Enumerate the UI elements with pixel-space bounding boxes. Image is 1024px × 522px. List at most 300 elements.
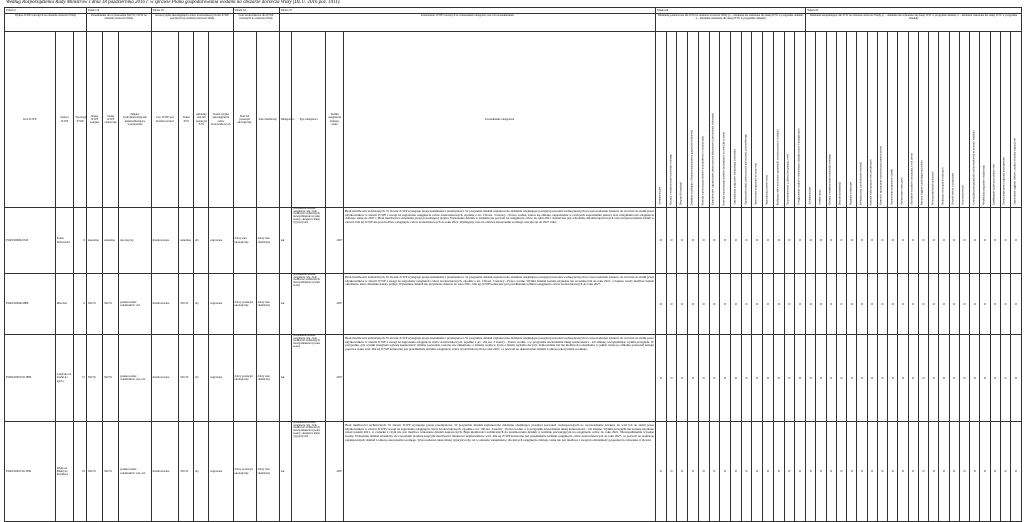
measure-mark: o [980,208,990,274]
cell-odstepstwo: tak [279,274,292,335]
basic-measure-header-12 [784,32,795,208]
measure-mark: o [867,422,877,522]
supplementary-measure-header-label: Prowadzenie badań naukowych [931,170,935,205]
measure-mark: o [877,274,887,335]
measure-mark: o [990,208,1000,274]
cell-monitorowana: monitorowana [151,422,179,522]
measure-mark: o [795,208,806,274]
measure-mark: o [763,335,774,422]
cell-kod: PLRW200015211899 [5,335,56,422]
supplementary-measure-header-label: Poprawa ciągłości morfologicznej cieków [921,159,925,205]
cell-ocena-ryzyka: zagrożona [209,274,233,335]
basic-measure-header-label: Realizacja celów ochronnych gospodarki wodnej zawartych w planach [776,128,780,205]
measure-mark: o [959,422,969,522]
measure-mark: o [970,335,980,422]
cell-nazwa: Mleczna [55,274,73,335]
measure-mark: o [730,335,741,422]
supplementary-measure-header-label: Ocena konieczności realizacji przedsięwzięć [1003,157,1007,205]
measure-mark: o [888,422,898,522]
measure-mark: o [677,335,688,422]
cell-typologia: 19 [74,422,87,522]
header-stan-chemiczny: Stan chemiczny [256,32,279,208]
cell-status-wstepny: SZCW [86,335,102,422]
measure-mark: o [816,208,826,274]
measure-mark: o [918,208,928,274]
supplementary-measure-header-label: Analizy stanu [818,190,822,205]
measure-mark: o [677,422,688,522]
cell-typ-odstepstwa: przedłużenie terminu osiągnięcia celu - brak możliwości technicznych, niewspółmiernie wysokie koszty [292,335,325,422]
measure-mark: o [847,422,857,522]
cell-odstepstwo: tak [279,208,292,274]
header-uzasadnienie: Uzasadnienie odstępstwa [344,32,656,208]
measure-mark: o [918,274,928,335]
measure-mark: o [784,208,795,274]
measure-mark: o [990,422,1000,522]
supplementary-measure-header-7 [877,32,887,208]
header-stan-ekologiczny: Stan lub potencjał ekologiczny [233,32,256,208]
measure-mark: o [730,208,741,274]
measure-mark: o [709,274,720,335]
basic-measure-header-13 [795,32,806,208]
cell-zmiany: przekroczenie wskaźników: zaś, zaś [119,422,151,522]
measure-mark: o [826,274,836,335]
cell-typ-odstepstwa: przedłużenie terminu osiągnięcia celu - brak możliwości technicznych, niewspółmiernie wysokie koszty; odstępstwo mniej rygorystyczne [292,208,325,274]
cell-stan-chemiczny: dobry stan chemiczny [256,208,279,274]
cell-status-ostateczny: SZCW [103,422,119,522]
measure-mark: o [857,208,867,274]
supplementary-measure-header-1 [816,32,826,208]
cell-kod: PLRW2000621889 [5,274,56,335]
supplementary-measure-header-12 [929,32,939,208]
measure-mark: o [795,422,806,522]
measure-mark: o [949,335,959,422]
basic-measure-header-4 [698,32,709,208]
basic-measure-header-5 [709,32,720,208]
basic-measure-header-label: Sprawozdawczość z zakresu korzystania z wód [787,154,791,205]
measure-mark: o [655,274,666,335]
cell-stan-aktualny: zły [194,208,209,274]
measure-mark: o [836,335,846,422]
supplementary-measure-header-label: Określenie warunków korzystania z wód zlewni [910,153,914,205]
measure-mark: o [980,422,990,522]
measure-mark: o [720,208,731,274]
cell-status-wstepny: SZCW [86,422,102,522]
basic-measure-header-label: Badania i monitorowanie środowiska wodnego [669,154,673,205]
measure-mark: o [688,335,699,422]
cell-uzasadnienie: Brak możliwości technicznych. W zlewni JCWP występuje presja przemysłowa. W programie działań zaplanowano działanie obejmujące przegląd pozwoleń wodnoprawnych na wprowadzanie ścieków do wód lub do ziemi przez użytkowników w zlewni JCWP z uwagi na zagrożenie osiągnięcia celów środowiskowych, zgodnie z art. 136 ust. 3 ustawy - Prawo wodne, a w przypadku stwierdzenia takiej konieczności - ich zmianę. Wyniki przeglądu nie zostaną uzyskane przed rokiem 2021, w związku z czym nie jest możliwe wskazanie działań naprawczych. Brak możliwości technicznych do zrealizowania działań w terminie pozwalającym na osiągnięcie celów do roku 2021. Niewspółmiernie wysokie koszty. Wdrożenie działań wiązałoby się z kosztami przekraczającymi możliwości finansowe użytkowników wód. Dla tej JCWP konieczne jest przedłużenie terminu osiągnięcia celów środowiskowych do roku 2027, co pozwoli na realizację zaplanowanych działań i odnowę ekosystemu wodnego. Wprowadzono także mniej rygorystyczny cel w zakresie wskaźników, dla których osiągnięcie dobrego stanu nie jest możliwe z uwagi na działalność gospodarczą człowieka w zlewni. [344,422,656,522]
measure-mark: o [939,335,949,422]
cell-status-ostateczny: SZCW [103,335,119,422]
supplementary-measure-header-label: Realizacja rozwiązań technicznych [941,167,945,205]
supplementary-measure-header-label: Decyzje dla instalacji [839,181,843,205]
cell-status: SZCW [179,422,194,522]
basic-measure-header-label: Optymalizacja metod oceny [765,174,769,205]
group-tabela-2: Tabela 2 [5,8,87,14]
measure-mark: o [806,422,816,522]
measure-mark: o [1011,208,1022,274]
basic-measure-header-label: Opracowanie programów ochrony wód [754,162,758,205]
measure-mark: o [806,274,816,335]
measure-mark: o [908,208,918,274]
table-row [5,335,1022,422]
measure-mark: o [752,208,763,274]
category-odstepstwa: Zestawienie JCWP rzecznych ze wskazaniem odstępstw oraz ich uzasadnieniem [279,14,655,32]
cell-termin: 2027 [325,422,343,522]
cell-uzasadnienie: Brak możliwości technicznych. W zlewni JCWP występuje presja komunalna i przemysłowa. W programie działań zaplanowano działanie obejmujące przegląd pozwoleń wodnoprawnych na wprowadzanie ścieków do wód lub do ziemi przez użytkowników w zlewni JCWP z uwagi na zagrożenie osiągnięcia celów środowiskowych, zgodnie z art. 136 ust. 3 ustawy - Prawo wodne, a w przypadku stwierdzenia takiej konieczności - ich zmianę, uwzględniając wyniki przeglądu. W przypadku, gdy wyniki przeglądu wykażą konieczność zmiany pozwoleń, zostaną one zmienione, a zmiany wejdą w życie z dniem wydania decyzji. Jednocześnie nie ma możliwości określenia, w jakim czasie po zmianie pozwoleń nastąpi poprawa stanu wód. Dla tej JCWP konieczne jest przedłużenie terminu osiągnięcia celów środowiskowych do roku 2027, co pozwoli na dokończenie działań i odnowę ekosystemu wodnego. [344,335,656,422]
basic-measure-header-1 [666,32,677,208]
category-wykaz: Wykaz JCWP rzecznych na obszarze dorzecza Wisły [5,14,87,32]
basic-measure-header-6 [720,32,731,208]
measure-mark: o [720,335,731,422]
measure-mark: o [857,274,867,335]
measure-mark: o [816,274,826,335]
measure-mark: o [1000,274,1010,335]
category-row [5,14,1022,32]
header-typ-odstepstwa: Typ odstępstwa [292,32,325,208]
measure-mark: o [806,335,816,422]
supplementary-measure-header-13 [939,32,949,208]
cell-stan-ekologiczny: dobry potencjał ekologiczny [233,422,256,522]
header-typologia: Typologia JCWP [74,32,87,208]
supplementary-measure-header-4 [847,32,857,208]
group-tabela-65: Tabela 65 [806,8,1022,14]
supplementary-measure-header-label: Zapobieganie zanieczyszczeniom wód [992,163,996,205]
measure-mark: o [990,335,1000,422]
supplementary-measure-header-0 [806,32,816,208]
basic-measure-header-9 [752,32,763,208]
cell-monitorowana: monitorowana [151,335,179,422]
measure-mark: o [867,335,877,422]
header-zmiany: Zmiany hydromorfologiczne uniemożliwiające wyznaczenie [119,32,151,208]
measure-mark: o [959,274,969,335]
supplementary-measure-header-label: Zapewnienie ciągłości cieków z punktu widzenia migracji ryb [1013,138,1017,205]
measure-mark: o [929,208,939,274]
supplementary-measure-header-label: Kontrola wykorzystania wód podziemnych [869,158,873,205]
measure-mark: o [730,422,741,522]
measure-mark: o [959,335,969,422]
jcwp-table [4,7,1022,522]
measure-mark: o [888,208,898,274]
supplementary-measure-header-5 [857,32,867,208]
cell-typologia: 6 [74,208,87,274]
measure-mark: o [949,208,959,274]
measure-mark: o [847,274,857,335]
measure-mark: o [698,335,709,422]
measure-mark: o [867,274,877,335]
measure-mark: o [741,422,752,522]
measure-mark: o [763,274,774,335]
measure-mark: o [836,208,846,274]
measure-mark: o [857,422,867,522]
measure-mark: o [877,422,887,522]
measure-mark: o [908,274,918,335]
measure-mark: o [816,335,826,422]
supplementary-measure-header-15 [959,32,969,208]
measure-mark: o [773,335,784,422]
supplementary-measure-header-label: Rozwój wiedzy i zarządzania [951,173,955,205]
measure-mark: o [763,208,774,274]
supplementary-measure-header-label: Kontrola i ograniczanie wprowadzania zanieczyszczeń [880,146,884,205]
measure-mark: o [752,274,763,335]
measure-mark: o [949,274,959,335]
measure-mark: o [795,335,806,422]
measure-mark: o [826,208,836,274]
supplementary-measure-header-11 [918,32,928,208]
measure-mark: o [980,274,990,335]
measure-mark: o [918,335,928,422]
supplementary-measure-header-17 [980,32,990,208]
supplementary-measure-header-20 [1011,32,1022,208]
group-tabela-19: Tabela 19 [151,8,233,14]
measure-mark: o [741,274,752,335]
table-row [5,274,1022,335]
basic-measure-header-7 [730,32,741,208]
measure-mark: o [655,422,666,522]
measure-mark: o [888,274,898,335]
measure-mark: o [867,208,877,274]
cell-typ-odstepstwa: przedłużenie terminu osiągnięcia celu - brak możliwości technicznych, niewspółmiernie wysokie koszty; odstępstwo mniej rygorystyczne [292,422,325,522]
supplementary-measure-header-14 [949,32,959,208]
measure-mark: o [806,208,816,274]
supplementary-measure-header-label: Opracowanie programów działań [890,169,894,205]
header-status-ostateczny: Status JCWP ostateczny [103,32,119,208]
measure-mark: o [698,208,709,274]
measure-mark: o [929,274,939,335]
measure-mark: o [655,208,666,274]
cell-termin: 2027 [325,208,343,274]
supplementary-measure-header-label: Uporządkowanie gospodarki wodno-ściekowej na terenach wiejskich [972,130,976,205]
cell-stan-aktualny: zły [194,335,209,422]
measure-mark: o [980,335,990,422]
measure-mark: o [898,208,908,274]
measure-mark: o [959,208,969,274]
measure-mark: o [773,274,784,335]
measure-mark: o [908,422,918,522]
cell-nazwa: Potok Dobowicki [55,208,73,274]
cell-ocena-ryzyka: zagrożona [209,208,233,274]
measure-mark: o [784,422,795,522]
measure-mark: o [939,274,949,335]
supplementary-measure-header-18 [990,32,1000,208]
measure-mark: o [898,335,908,422]
measure-mark: o [1011,274,1022,335]
measure-mark: o [970,274,980,335]
cell-kod: PLRW2000621545 [5,208,56,274]
supplementary-measure-header-6 [867,32,877,208]
supplementary-measure-header-19 [1000,32,1010,208]
measure-mark: o [929,422,939,522]
measure-mark: o [666,208,677,274]
measure-mark: o [709,422,720,522]
table-row [5,208,1022,274]
document-caption: Według Rozporządzenia Rady Ministrów z dnia 18 października 2016 r. w sprawie Planu gospodarowania wodami na obszarze dorzecza Wisły (Dz.U. 2016 poz. 1911). [6,0,341,5]
basic-measure-header-2 [677,32,688,208]
header-nazwa: Nazwa JCWP [55,32,73,208]
measure-mark: o [773,422,784,522]
header-termin: Termin osiągnięcia dobrego stanu [325,32,343,208]
header-monitorowana: Czy JCWP jest monitorowana? [151,32,179,208]
basic-measure-header-label: Decyzje dla instalacji [679,181,683,205]
basic-measure-header-label: Kontrola wprowadzania ścieków komunalnych do wód lub do ziemi [722,131,726,205]
cell-monitorowana: monitorowana [151,208,179,274]
measure-mark: o [709,335,720,422]
header-kod: Kod JCWP [5,32,56,208]
measure-mark: o [688,208,699,274]
measure-mark: o [836,274,846,335]
measure-mark: o [908,335,918,422]
basic-measure-header-11 [773,32,784,208]
category-dzialania-podstawowe: Działania podstawowe dla JCW na obszarze dorzecza Wisły (o – działanie nie wskazane dla danej JCW w programie działań; x – działanie wskazane dla danej JCW w programie działań) [655,14,805,32]
cell-stan-aktualny: zły [194,422,209,522]
cell-status: naturalna [179,208,194,274]
cell-termin: 2027 [325,274,343,335]
cell-zmiany: przekroczenie wskaźników: zaś, zaś [119,335,151,422]
cell-status: SZCW [179,335,194,422]
cell-status-ostateczny: naturalna [103,208,119,274]
basic-measure-header-label: Uwzględnienie działań w dokumentach planistycznych i strategicznych [797,128,801,205]
measure-mark: o [857,335,867,422]
cell-stan-chemiczny: dobry stan chemiczny [256,274,279,335]
cell-kod: PLRW200015211399 [5,422,56,522]
basic-measure-header-label: Działania wynikające z finansowania (systemu gospodarki ściekowej) [690,129,694,205]
header-status: Status JCW [179,32,194,208]
measure-mark: o [1000,208,1010,274]
measure-mark: o [898,422,908,522]
measure-mark: o [877,335,887,422]
group-tabela-32: Tabela 32 [233,8,279,14]
measure-mark: o [877,208,887,274]
measure-mark: o [773,208,784,274]
measure-mark: o [720,422,731,522]
measure-mark: o [655,335,666,422]
supplementary-measure-header-label: Weryfikacja programów rekultywacji [982,164,986,205]
cell-nazwa: Grzybnia od źródeł do ujścia [55,335,73,422]
cell-stan-ekologiczny: dobry potencjał ekologiczny [233,335,256,422]
cell-typologia: 6 [74,274,87,335]
category-cele: Cele środowiskowe dla JCWP rzecznych na obszarze Wisły [233,14,279,32]
measure-mark: o [666,335,677,422]
measure-mark: o [752,422,763,522]
cell-uzasadnienie: Brak możliwości technicznych. W zlewni JCWP występuje presja komunalna i przemysłowa. W programie działań zaplanowano działanie obejmujące przegląd pozwoleń wodnoprawnych na wprowadzanie ścieków do wód lub do ziemi przez użytkowników w zlewni JCWP z uwagi na zagrożenie osiągnięcia celów środowiskowych, zgodnie z art. 136 ust. 3 ustawy - Prawo wodne. Wyniki działań zostaną uzyskane nie wcześniej niż do roku 2021, a dopiero wtedy możliwe będzie określenie, które działania należy podjąć. Wykonanie działań nie przyniesie efektów do roku 2021. Dla tej JCWP konieczne jest przedłużenie terminu osiągnięcia celów środowiskowych do roku 2027. [344,274,656,335]
basic-measure-header-label: Optymalizacja programów monitoringu środowiska [733,149,737,205]
measure-mark: o [709,208,720,274]
measure-mark: o [741,208,752,274]
measure-mark: o [929,335,939,422]
measure-mark: o [784,335,795,422]
cell-stan-chemiczny: dobry stan chemiczny [256,335,279,422]
measure-mark: o [688,422,699,522]
measure-mark: o [698,422,709,522]
header-ocena-ryzyka: Ocena ryzyka nieosiągnięcia celów środowiskowych [209,32,233,208]
measure-mark: o [1000,422,1010,522]
measure-mark: o [741,335,752,422]
cell-stan-ekologiczny: dobry stan ekologiczny [233,208,256,274]
measure-mark: o [970,422,980,522]
supplementary-measure-header-9 [898,32,908,208]
measure-mark: o [990,274,1000,335]
category-dzialania-uzupelniajace: Działania uzupełniające dla JCW na obszarze dorzecza Wisły (o – działanie nie wskazane dla danej JCW w programie działań; x – działanie wskazane dla danej JCW w programie działań) [806,14,1022,32]
supplementary-measure-header-8 [888,32,898,208]
cell-uzasadnienie: Brak możliwości technicznych. W zlewni JCWP występuje presja komunalna i przemysłowa. W programie działań zaplanowano działanie obejmujące przegląd pozwoleń wodnoprawnych na wprowadzanie ścieków do wód lub do ziemi przez użytkowników w zlewni JCWP z uwagi na zagrożenie osiągnięcia celów środowiskowych, zgodnie z art. 136 ust. 3 ustawy - Prawo wodne, zaleca się zmianę, zapewnienie w rewizjach zapewnienia jakości oraz utrzymania lub osiągnięcia dobrego stanu do 2027 r. Brak możliwości określenia presji powodującej ryzyko. Wykonanie działań w terminie nie pozwoli na osiągnięcie celów do roku 2021. Konieczne jest wdrożenie działań naprawczych oraz przeprowadzenie badań w zlewni. Dla tej JCWP nie jest możliwe osiągnięcie celów środowiskowych do roku 2021. Wymagany czas na odnowę ekosystemu wodnego szacuje się do 2027 roku. [344,208,656,274]
measure-mark: o [1011,422,1022,522]
measure-mark: o [666,274,677,335]
measure-mark: o [720,274,731,335]
basic-measure-header-label: Kontrolowanie i ograniczanie zanieczyszczeń obszarowych (pochodzenia rolniczego) [712,112,716,205]
measure-mark: o [939,422,949,522]
measure-mark: o [1011,335,1022,422]
supplementary-measure-header-label: Inwentaryzacja i prowadzenie ewidencji [859,161,863,205]
measure-mark: o [816,422,826,522]
cell-ocena-ryzyka: zagrożona [209,422,233,522]
supplementary-measure-header-label: Opracowanie wytycznych [900,177,904,205]
header-status-wstepny: Status JCWP wstępny [86,32,102,208]
cell-ocena-ryzyka: zagrożona [209,335,233,422]
measure-mark: o [826,335,836,422]
cell-zmiany: nie dotyczy [119,208,151,274]
header-row [5,32,1022,208]
supplementary-measure-header-2 [826,32,836,208]
cell-status: SZCW [179,274,194,335]
group-tabela-64: Tabela 64 [655,8,805,14]
measure-mark: o [970,208,980,274]
cell-status-wstepny: SZCW [86,274,102,335]
category-uzasadnienie-szcw: Uzasadnienie dla wyznaczenia SZCW i SCW na obszarze dorzecza Wisły [86,14,151,32]
measure-mark: o [763,422,774,522]
cell-termin: 2027 [325,335,343,422]
measure-mark: o [666,422,677,522]
supplementary-measure-header-label: Sprawozdawczość [962,185,966,205]
measure-mark: o [888,335,898,422]
supplementary-measure-header-10 [908,32,918,208]
measure-mark: o [752,335,763,422]
measure-mark: o [795,274,806,335]
basic-measure-header-label: Administracyjne [658,187,662,205]
measure-mark: o [688,274,699,335]
basic-measure-header-label: Ograniczanie emisji zanieczyszczeń pochodzenia przemysłowego [744,134,748,205]
measure-mark: o [847,208,857,274]
category-ocena-ryzyka: Ocena ryzyka nieosiągnięcia celów środowiskowych dla JCWP rzecznych na obszarze dorzecza Wisły [151,14,233,32]
measure-mark: o [898,274,908,335]
basic-measure-header-0 [655,32,666,208]
cell-odstepstwo: tak [279,422,292,522]
supplementary-measure-header-label: Administracyjne [808,187,812,205]
supplementary-measure-header-3 [836,32,846,208]
cell-stan-ekologiczny: dobry potencjał ekologiczny [233,274,256,335]
basic-measure-header-8 [741,32,752,208]
measure-mark: o [949,422,959,522]
cell-nazwa: Wisła od Białej do Przemszy [55,422,73,522]
measure-mark: o [939,208,949,274]
cell-zmiany: przekroczenie wskaźników: zaś [119,274,151,335]
supplementary-measure-header-label: Badania i monitorowanie środowiska wodnego [828,154,832,205]
group-tabela-37: Tabela 37 [279,8,655,14]
basic-measure-header-10 [763,32,774,208]
group-tabela-16: Tabela 16 [86,8,151,14]
measure-mark: o [698,274,709,335]
header-odstepstwo: Odstępstwo [279,32,292,208]
measure-mark: o [1000,335,1010,422]
supplementary-measure-header-16 [970,32,980,208]
table-row [5,422,1022,522]
basic-measure-header-3 [688,32,699,208]
cell-odstepstwo: tak [279,335,292,422]
measure-mark: o [836,422,846,522]
cell-typ-odstepstwa: przedłużenie terminu osiągnięcia celu - brak możliwości technicznych, niewspółmiernie wysokie koszty [292,274,325,335]
basic-measure-header-label: Kontrola wprowadzania ścieków przemysłowych z oczyszczalni [701,135,705,205]
header-stan-aktualny: Aktualny stan lub potencjał JCW [194,32,209,208]
measure-mark: o [918,422,928,522]
measure-mark: o [730,274,741,335]
